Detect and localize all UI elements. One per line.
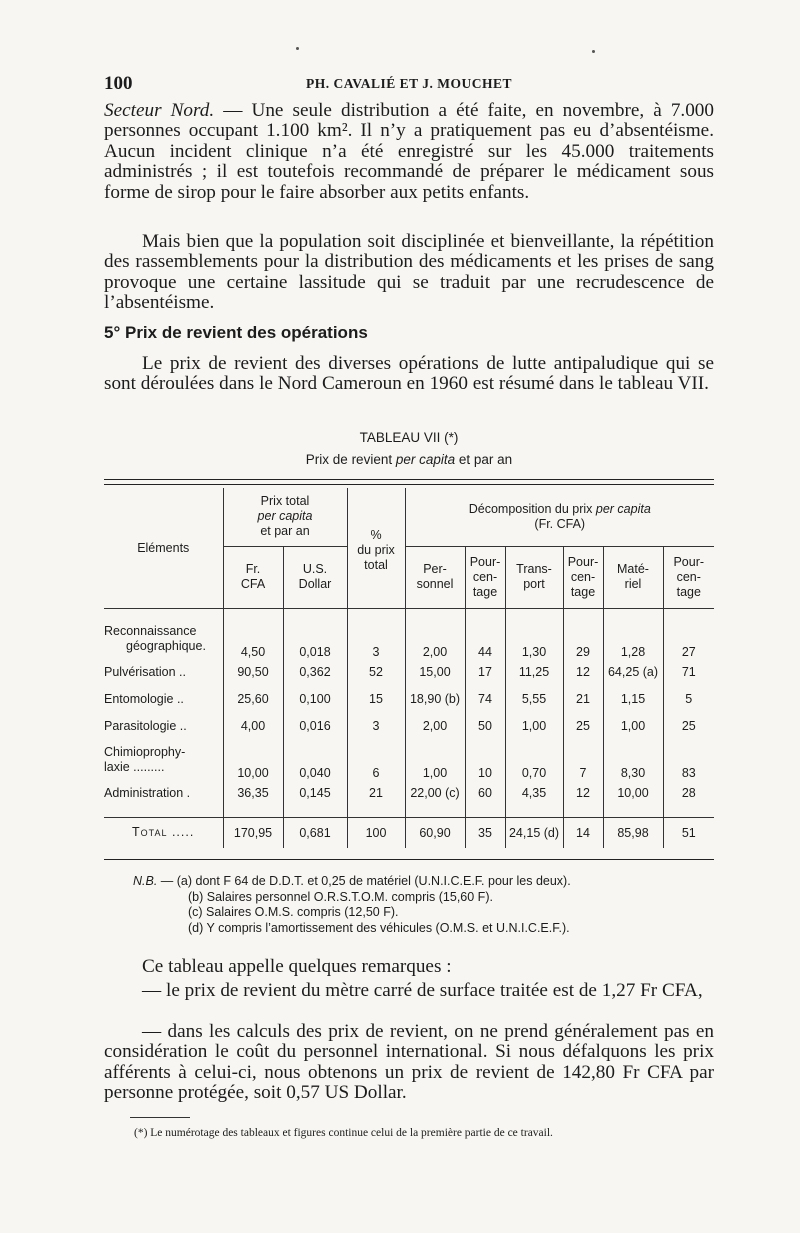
header-pourcentage-transport: Pour- cen- tage <box>563 546 603 608</box>
header-personnel: Per- sonnel <box>405 546 465 608</box>
header-materiel: Maté- riel <box>603 546 663 608</box>
table-title: TABLEAU VII (*) <box>359 430 459 445</box>
table-row: Entomologie .. 25,60 0,100 15 18,90 (b) 74 5,55 21 1,15 5 <box>104 686 714 713</box>
table-row: Reconnaissance géographique. 4,50 0,018 3 2,00 44 1,30 29 1,28 27 <box>104 619 714 659</box>
print-speck <box>296 47 299 50</box>
header-prix-total: Prix total per capita et par an <box>223 488 347 546</box>
paragraph-remarques: Ce tableau appelle quelques remarques : <box>142 956 452 977</box>
header-pourcentage-personnel: Pour- cen- tage <box>465 546 505 608</box>
paragraph-remarque-1: — le prix de revient du mètre carré de surface traitée est de 1,27 Fr CFA, <box>142 980 703 1001</box>
note-b: (b) Salaires personnel O.R.S.T.O.M. compris (15,60 F). <box>188 889 493 904</box>
header-us-dollar: U.S. Dollar <box>283 546 347 608</box>
table-top-rule <box>104 479 714 480</box>
header-elements: Eléments <box>137 540 190 555</box>
table-row: Administration . 36,35 0,145 21 22,00 (c) 60 4,35 12 10,00 28 <box>104 780 714 807</box>
paragraph-remarque-2: — dans les calculs des prix de revient, on ne prend généralement pas en considération le coût du personnel international. Si nous défalquons les prix afférents à celui-ci, nous obtenons un prix de revient de 142,80 Fr CFA par personne protégée, soit 0,57 US Dollar. <box>104 1021 714 1104</box>
header-pourcentage-materiel: Pour- cen- tage <box>663 546 714 608</box>
header-decomposition: Décomposition du prix per capita (Fr. CFA) <box>405 488 714 546</box>
note-d: (d) Y compris l’amortissement des véhicules (O.M.S. et U.N.I.C.E.F.). <box>188 920 570 935</box>
note-c: (c) Salaires O.M.S. compris (12,50 F). <box>188 905 399 919</box>
note-a: N.B. — (a) dont F 64 de D.D.T. et 0,25 de matériel (U.N.I.C.E.F. pour les deux). <box>133 874 571 888</box>
table-subtitle: Prix de revient per capita et par an <box>305 452 513 467</box>
section-title: 5° Prix de revient des opérations <box>104 323 368 342</box>
footnote-rule <box>130 1117 190 1118</box>
table-row: Pulvérisation .. 90,50 0,362 52 15,00 17 11,25 12 64,25 (a) 71 <box>104 659 714 686</box>
paragraph-lassitude: Mais bien que la population soit disciplinée et bienveillante, la répétition des rassemblements pour la distribution des médicaments et les prises de sang provoque une certaine lassitude qui se traduit par une recrudescence de l’absentéisme. <box>104 231 714 314</box>
secteur-label: Secteur Nord. <box>104 100 215 121</box>
running-title: PH. CAVALIÉ ET J. MOUCHET <box>305 76 513 91</box>
table-notes <box>133 874 571 936</box>
table-row: Parasitologie .. 4,00 0,016 3 2,00 50 1,00 25 1,00 25 <box>104 713 714 740</box>
paragraph-secteur-nord <box>104 101 714 203</box>
page-number: 100 <box>104 73 133 94</box>
secteur-text: — Une seule distribution a été faite, en novembre, à 7.000 personnes occupant 1.100 km². Il n’y a pratiquement pas eu d’absentéisme. Aucun incident clinique n’a été enregistré sur les 45.000 traitements administrés ; il est toutefois recommandé de préparer le médicament sous forme de sirop pour le faire absorber aux petits enfants. <box>104 100 714 203</box>
footnote: (*) Le numérotage des tableaux et figures continue celui de la première partie de ce travail. <box>134 1127 553 1139</box>
cost-table <box>104 488 714 848</box>
table-top-rule-2 <box>104 484 714 485</box>
table-row: Chimioprophy- laxie ......... 10,00 0,040 6 1,00 10 0,70 7 8,30 83 <box>104 740 714 780</box>
header-fr-cfa: Fr. CFA <box>223 546 283 608</box>
header-pct: % du prix total <box>347 488 405 608</box>
paragraph-intro-table: Le prix de revient des diverses opérations de lutte antipaludique qui se sont déroulées dans le Nord Cameroun en 1960 est résumé dans le tableau VII. <box>104 353 714 395</box>
table-bottom-rule <box>104 859 714 860</box>
page-header <box>104 73 714 97</box>
row-label: Reconnaissance géographique. <box>104 623 206 653</box>
table-total-row: Total ..... 170,95 0,681 100 60,90 35 24,15 (d) 14 85,98 51 <box>104 817 714 848</box>
row-label: Chimioprophy- laxie ......... <box>104 744 186 774</box>
print-speck <box>592 50 595 53</box>
header-transport: Trans- port <box>505 546 563 608</box>
